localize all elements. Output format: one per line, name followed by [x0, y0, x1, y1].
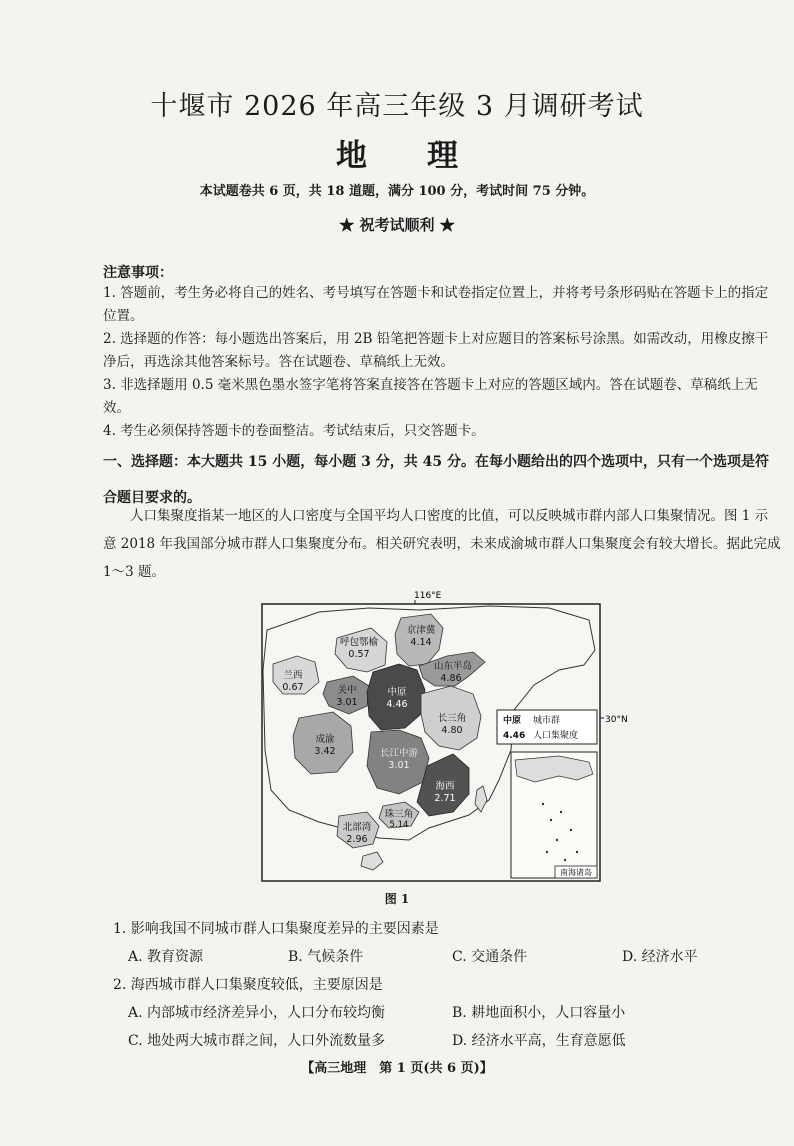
section-heading: 一、选择题：本大题共 15 小题，每小题 3 分，共 45 分。在每小题给出的四个选项中，只有一个选项是符合题目要求的。 [103, 454, 769, 506]
label-guanzhong-value: 3.01 [336, 697, 358, 708]
latitude-label: 30°N [605, 715, 628, 725]
label-guanzhong-name: 关中 [337, 685, 357, 696]
inset-label: 南海诸岛 [560, 868, 592, 877]
q1-option-b: B. 气候条件 [288, 949, 364, 965]
notice-item-3: 3. 非选择题用 0.5 毫米黑色墨水签字笔将答案直接答在答题卡上对应的答题区域内。答在试题卷、草稿纸上无效。 [103, 377, 758, 416]
label-beibuwan-value: 2.96 [346, 834, 368, 845]
legend-value-desc: 人口集聚度 [533, 731, 579, 741]
label-jingjinji-value: 4.14 [410, 637, 432, 648]
label-zhusanjiao-value: 5.14 [389, 820, 409, 830]
figure-caption: 图 1 [384, 892, 410, 906]
label-beibuwan-name: 北部湾 [342, 822, 372, 833]
notice-item-1: 1. 答题前，考生务必将自己的姓名、考号填写在答题卡和试卷指定位置上，并将考号条形码贴在答题卡上的指定位置。 [103, 285, 769, 324]
label-changjiang-name: 长江中游 [379, 748, 419, 759]
label-lanxi-name: 兰西 [283, 670, 303, 681]
label-jingjinji-name: 京津冀 [406, 625, 436, 636]
label-chengyu-name: 成渝 [315, 734, 335, 745]
notice-item-4: 4. 考生必须保持答题卡的卷面整洁。考试结束后，只交答题卡。 [103, 423, 485, 439]
label-zhusanjiao-name: 珠三角 [384, 809, 414, 820]
question-2-stem: 2. 海西城市群人口集聚度较低，主要原因是 [113, 977, 383, 993]
question-1-stem: 1. 影响我国不同城市群人口集聚度差异的主要因素是 [113, 921, 439, 937]
legend-value: 4.46 [503, 731, 526, 741]
label-shandong-name: 山东半岛 [433, 661, 473, 672]
label-zhongyuan-value: 4.46 [386, 699, 408, 710]
legend-name-desc: 城市群 [533, 716, 561, 726]
legend-name: 中原 [503, 716, 522, 726]
q2-option-d: D. 经济水平高，生育意愿低 [452, 1033, 626, 1049]
section-intro: 人口集聚度指某一地区的人口密度与全国平均人口密度的比值，可以反映城市群内部人口集聚情况。图 1 示意 2018 年我国部分城市群人口集聚度分布。相关研究表明，未来成渝城市群人口集聚度会有较大增长。据此完成 1～3 题。 [103, 508, 781, 580]
q2-option-a: A. 内部城市经济差异小，人口分布较均衡 [128, 1005, 386, 1021]
label-changsanjiao-value: 4.80 [441, 725, 463, 736]
subject-title: 地理 [336, 138, 518, 174]
longitude-label: 116°E [414, 591, 442, 601]
q1-option-d: D. 经济水平 [622, 949, 698, 965]
exam-title: 十堰市 2026 年高三年级 3 月调研考试 [150, 91, 644, 122]
label-shandong-value: 4.86 [440, 673, 462, 684]
label-chengyu-value: 3.42 [314, 746, 336, 757]
label-hubaoeyu-value: 0.57 [348, 649, 370, 660]
label-zhongyuan-name: 中原 [387, 687, 407, 698]
q2-option-c: C. 地处两大城市群之间，人口外流数量多 [128, 1033, 386, 1049]
notice-heading: 注意事项： [103, 265, 173, 281]
figure-1-map [259, 590, 628, 890]
q2-option-b: B. 耕地面积小，人口容量小 [452, 1005, 626, 1021]
q1-option-a: A. 教育资源 [128, 949, 204, 965]
label-changjiang-value: 3.01 [388, 760, 410, 771]
q1-option-c: C. 交通条件 [452, 949, 528, 965]
exam-info: 本试题卷共 6 页，共 18 道题，满分 100 分，考试时间 75 分钟。 [199, 184, 595, 199]
label-haixi-name: 海西 [435, 781, 455, 792]
label-hubaoeyu-name: 呼包鄂榆 [339, 637, 379, 648]
page-footer: 【高三地理 第 1 页(共 6 页)】 [301, 1061, 493, 1076]
label-haixi-value: 2.71 [434, 793, 456, 804]
map-svg [259, 590, 628, 886]
label-changsanjiao-name: 长三角 [437, 713, 467, 724]
notice-item-2: 2. 选择题的作答：每小题选出答案后，用 2B 铅笔把答题卡上对应题目的答案标号涂黑。如需改动，用橡皮擦干净后，再选涂其他答案标号。答在试题卷、草稿纸上无效。 [103, 331, 769, 370]
label-lanxi-value: 0.67 [282, 682, 304, 693]
blessing: ★ 祝考试顺利 ★ [339, 216, 455, 234]
